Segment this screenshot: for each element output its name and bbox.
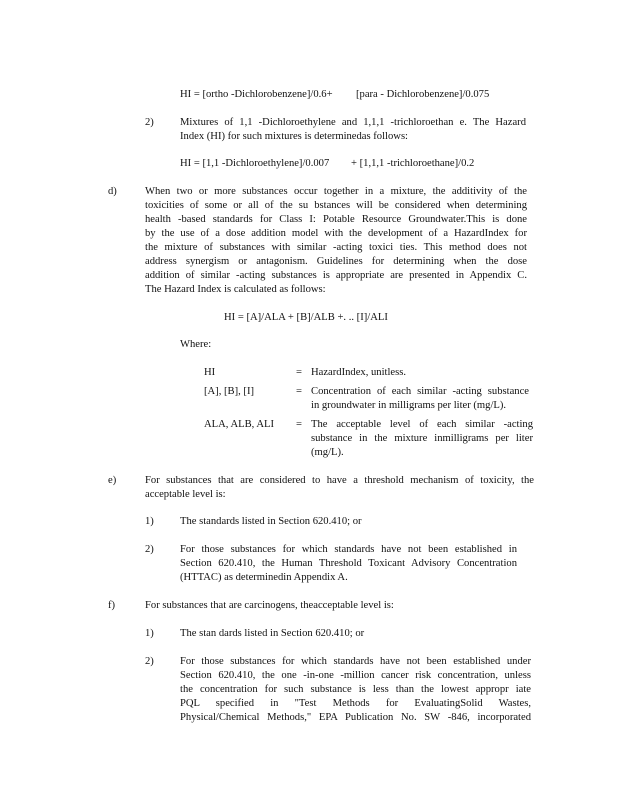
paragraph-line: PQL specified in "Test Methods for EvaluatingSolid Wastes, (180, 698, 531, 709)
definition-term: HI (204, 367, 216, 378)
list-marker: 1) (145, 628, 154, 639)
sub-item-text: The standards listed in Section 620.410; or (180, 516, 362, 527)
where-label: Where: (180, 339, 212, 350)
carcinogen-paragraph: For substances that are carcinogens, theacceptable level is: (145, 600, 394, 611)
list-marker: e) (108, 475, 117, 486)
formula-ortho-para-right: [para - Dichlorobenzene]/0.075 (356, 89, 490, 100)
paragraph-line: The Hazard Index is calculated as follows: (145, 284, 326, 295)
threshold-paragraph (145, 474, 534, 502)
paragraph-line: the mixture of substances with similar -acting toxici ties. This method does not (145, 242, 527, 253)
list-marker: 1) (145, 516, 154, 527)
paragraph-line: health -based standards for Class I: Potable Resource Groundwater.This is done (145, 214, 527, 225)
definition-line: substance in the mixture inmilligrams per liter (311, 433, 533, 444)
sub-item-text: The stan dards listed in Section 620.410; or (180, 628, 365, 639)
formula-ortho-para: HI = [ortho -Dichlorobenzene]/0.6+ (180, 89, 333, 100)
paragraph-line: Physical/Chemical Methods," EPA Publication No. SW -846, incorporated (180, 712, 531, 723)
hazard-index-formula: HI = [A]/ALA + [B]/ALB +. .. [I]/ALI (224, 312, 388, 323)
httac-paragraph (180, 543, 517, 585)
definition-term: [A], [B], [I] (204, 386, 255, 397)
paragraph-line: For those substances for which standards have not been established under (180, 656, 531, 667)
paragraph-line: the concentration for such substance is less than the lowest appropr iate (180, 684, 531, 695)
cancer-risk-paragraph (180, 655, 531, 725)
definition-line: in groundwater in milligrams per liter (mg/L). (311, 400, 507, 411)
definition-text (311, 418, 533, 460)
definition-text: HazardIndex, unitless. (311, 367, 407, 378)
paragraph-line: Mixtures of 1,1 -Dichloroethylene and 1,1,1 -trichloroethan e. The Hazard (180, 117, 526, 128)
definition-line: Concentration of each similar -acting substance (311, 386, 529, 397)
list-marker: 2) (145, 544, 154, 555)
mixture-paragraph (145, 185, 527, 297)
paragraph-line: by the use of a dose addition model with the development of a HazardIndex for (145, 228, 527, 239)
paragraph-line: For substances that are considered to have a threshold mechanism of toxicity, the (145, 475, 534, 486)
definition-equals: = (296, 419, 302, 430)
list-marker: 2) (145, 656, 154, 667)
paragraph-line: Section 620.410, the Human Threshold Toxicant Advisory Concentration (180, 558, 517, 569)
list-marker: 2) (145, 117, 154, 128)
paragraph-line: acceptable level is: (145, 489, 226, 500)
paragraph-line: For those substances for which standards have not been established in (180, 544, 517, 555)
paragraph-line: Section 620.410, the one -in-one -million cancer risk concentration, unless (180, 670, 531, 681)
definition-equals: = (296, 367, 302, 378)
definition-line: (mg/L). (311, 447, 344, 458)
paragraph-line: address synergism or antagonism. Guidelines for determining when the dose (145, 256, 527, 267)
definition-text (311, 385, 529, 413)
paragraph-line: When two or more substances occur together in a mixture, the additivity of the (145, 186, 527, 197)
definition-equals: = (296, 386, 302, 397)
formula-dichloroethylene: HI = [1,1 -Dichloroethylene]/0.007 (180, 158, 330, 169)
paragraph-line: (HTTAC) as determinedin Appendix A. (180, 572, 348, 583)
list-marker: f) (108, 600, 116, 611)
definition-line: The acceptable level of each similar -acting (311, 419, 533, 430)
paragraph-line: Index (HI) for such mixtures is determinedas follows: (180, 131, 409, 142)
paragraph-line: addition of similar -acting substances is appropriate are presented in Appendix C. (145, 270, 527, 281)
list-marker: d) (108, 186, 117, 197)
definition-term: ALA, ALB, ALI (204, 419, 275, 430)
formula-trichloroethane: + [1,1,1 -trichloroethane]/0.2 (351, 158, 475, 169)
paragraph-line: toxicities of some or all of the su bstances will be considered when determining (145, 200, 527, 211)
mixtures-paragraph (180, 116, 526, 144)
